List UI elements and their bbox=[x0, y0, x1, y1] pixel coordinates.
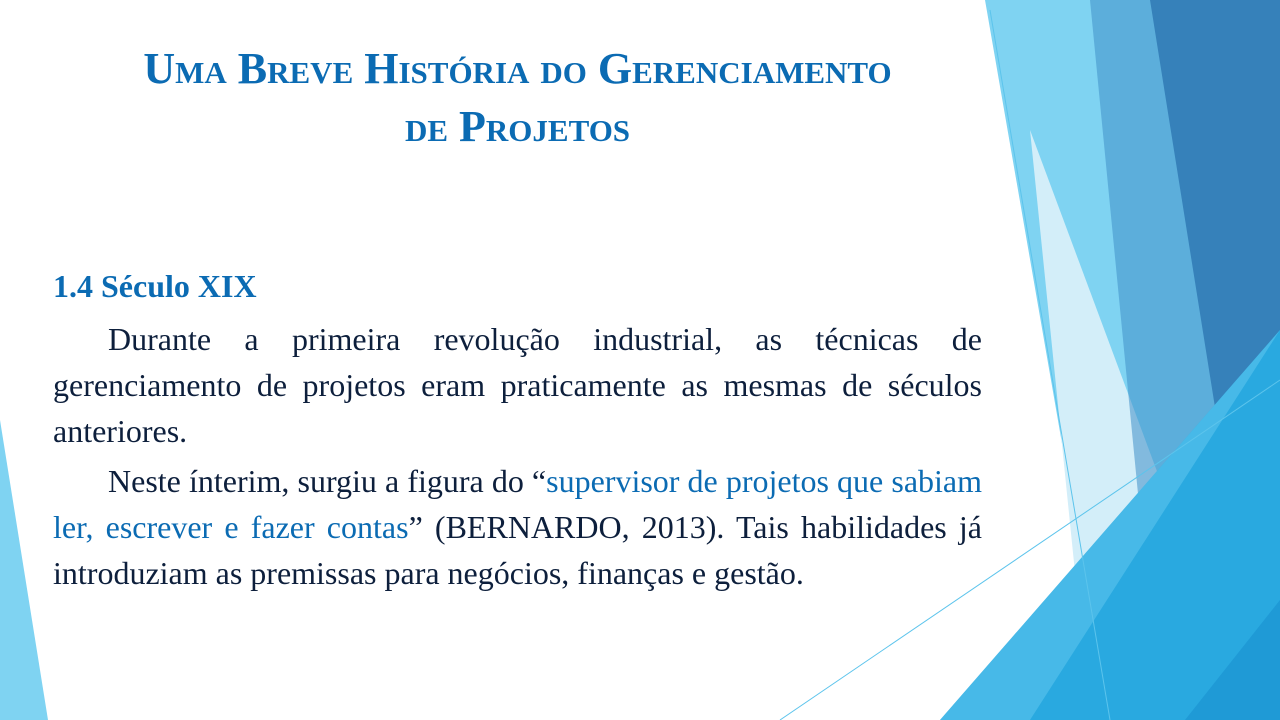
quoted-text: supervisor de projetos que sabiam ler, escrever e fazer contas bbox=[53, 463, 983, 545]
paragraph-2-after-quote: ” (BERNARDO, 2013). Tais habilidades já introduziam as premissas para negócios, finanças e gestão. bbox=[53, 509, 983, 591]
title-line-2: de Projetos bbox=[404, 102, 631, 151]
paragraph-2-before-quote: Neste ínterim, surgiu a figura do “ bbox=[108, 463, 547, 499]
slide-title bbox=[60, 40, 975, 156]
section-heading: 1.4 Século XIX bbox=[53, 268, 257, 304]
paragraph-2 bbox=[53, 458, 982, 596]
left-edge-shape bbox=[0, 420, 48, 720]
body-text bbox=[53, 316, 982, 600]
paragraph-1: Durante a primeira revolução industrial, as técnicas de gerenciamento de projetos eram praticamente as mesmas de séculos anteriores. bbox=[53, 321, 982, 449]
title-line-1: Uma Breve História do Gerenciamento bbox=[143, 44, 892, 93]
